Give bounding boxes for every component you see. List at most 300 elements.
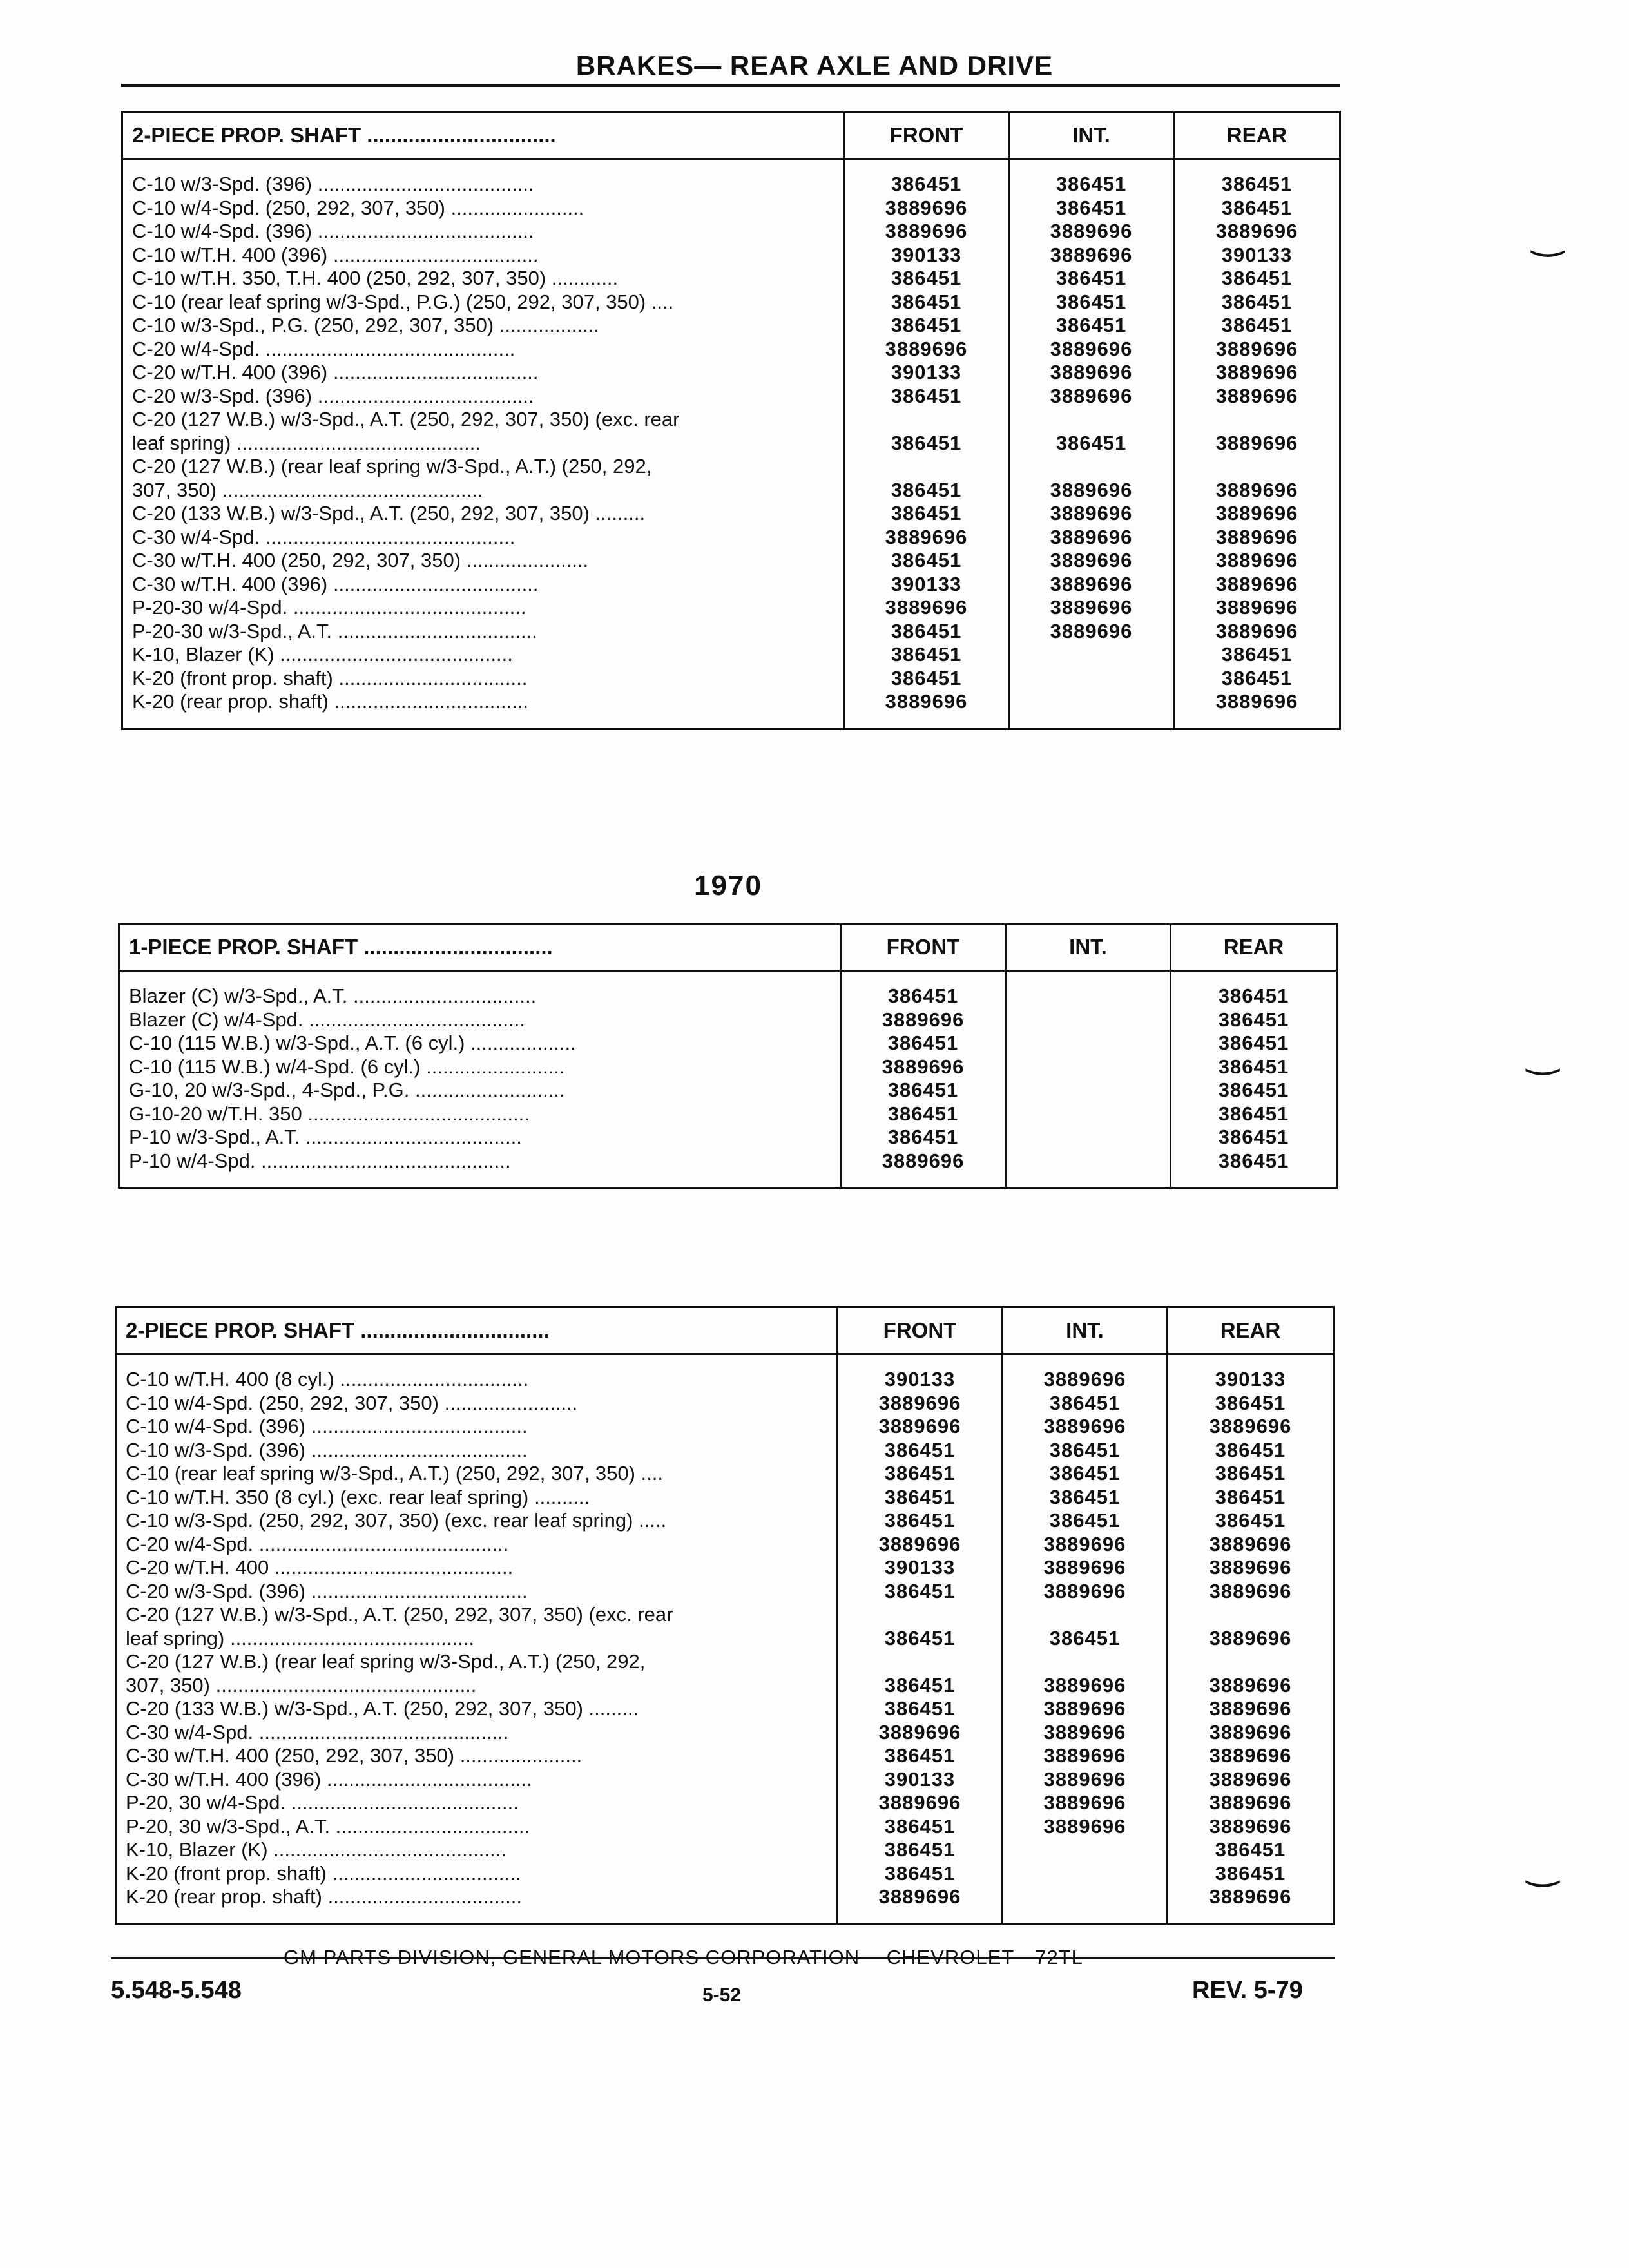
cell-front: 390133 — [838, 1354, 1003, 1392]
cell-application: C-10 w/T.H. 400 (8 cyl.) .................................. — [116, 1354, 838, 1392]
cell-int — [1009, 643, 1174, 667]
cell-front: 386451 — [844, 432, 1009, 456]
cell-front: 3889696 — [844, 220, 1009, 244]
cell-application: C-30 w/T.H. 400 (396) ..................................... — [116, 1768, 838, 1792]
cell-application: C-20 (127 W.B.) w/3-Spd., A.T. (250, 292, 307, 350) (exc. rear — [122, 408, 844, 432]
cell-application: C-30 w/T.H. 400 (250, 292, 307, 350) ...................... — [116, 1744, 838, 1768]
cell-application: C-10 w/T.H. 350 (8 cyl.) (exc. rear leaf spring) .......... — [116, 1486, 838, 1510]
table-row — [116, 1603, 1334, 1627]
table-row — [119, 1032, 1337, 1055]
cell-int: 3889696 — [1003, 1580, 1168, 1604]
cell-int: 3889696 — [1003, 1674, 1168, 1698]
cell-int: 3889696 — [1009, 244, 1174, 267]
cell-rear: 386451 — [1171, 1149, 1337, 1188]
cell-application: C-20 w/4-Spd. ............................................. — [116, 1533, 838, 1557]
table-row — [119, 1079, 1337, 1102]
cell-application: P-20, 30 w/4-Spd. ......................................... — [116, 1791, 838, 1815]
cell-rear: 386451 — [1171, 1032, 1337, 1055]
table-row — [122, 314, 1340, 338]
cell-rear: 3889696 — [1174, 549, 1340, 573]
cell-int: 3889696 — [1009, 220, 1174, 244]
table-2-piece-prop-shaft-b — [115, 1306, 1333, 1925]
cell-application: C-10 (rear leaf spring w/3-Spd., A.T.) (250, 292, 307, 350) .... — [116, 1462, 838, 1486]
cell-int — [1003, 1650, 1168, 1674]
table-row — [116, 1627, 1334, 1651]
table-row — [116, 1650, 1334, 1674]
cell-front: 386451 — [844, 314, 1009, 338]
cell-application: C-20 w/T.H. 400 ........................................... — [116, 1556, 838, 1580]
table-row — [122, 267, 1340, 291]
cell-int: 3889696 — [1009, 385, 1174, 408]
cell-front: 3889696 — [841, 1149, 1006, 1188]
cell-rear — [1174, 455, 1340, 479]
table-header — [119, 924, 1337, 971]
cell-rear: 3889696 — [1174, 220, 1340, 244]
table-2-piece-prop-shaft-a — [121, 111, 1339, 730]
cell-rear: 386451 — [1171, 1008, 1337, 1032]
cell-application: K-10, Blazer (K) .......................................... — [122, 643, 844, 667]
cell-rear: 3889696 — [1174, 385, 1340, 408]
table-row — [122, 197, 1340, 220]
cell-application: Blazer (C) w/4-Spd. ....................................... — [119, 1008, 841, 1032]
cell-int: 386451 — [1003, 1392, 1168, 1416]
cell-int: 3889696 — [1003, 1791, 1168, 1815]
cell-front: 3889696 — [844, 690, 1009, 729]
cell-int: 3889696 — [1003, 1354, 1168, 1392]
footer-section-number: 5.548-5.548 — [111, 1977, 242, 2004]
binder-mark: ‿ — [1532, 213, 1564, 256]
cell-application: leaf spring) ............................................ — [116, 1627, 838, 1651]
cell-front: 386451 — [838, 1838, 1003, 1862]
col-header-int: INT. — [1003, 1307, 1168, 1354]
cell-rear — [1168, 1603, 1334, 1627]
cell-application: P-10 w/4-Spd. ............................................. — [119, 1149, 841, 1188]
cell-front: 386451 — [841, 1079, 1006, 1102]
cell-rear: 386451 — [1171, 1126, 1337, 1149]
table-row — [119, 1126, 1337, 1149]
col-header-front: FRONT — [844, 112, 1009, 159]
cell-front: 3889696 — [841, 1008, 1006, 1032]
cell-front: 390133 — [844, 244, 1009, 267]
footer-revision: REV. 5-79 — [1192, 1977, 1303, 2004]
cell-rear: 3889696 — [1174, 479, 1340, 503]
cell-int — [1006, 1079, 1171, 1102]
col-header-application: 1-PIECE PROP. SHAFT ................................ — [119, 924, 841, 971]
cell-int: 386451 — [1009, 314, 1174, 338]
cell-front: 386451 — [844, 479, 1009, 503]
cell-int: 3889696 — [1009, 596, 1174, 620]
cell-rear: 3889696 — [1174, 361, 1340, 385]
cell-int: 3889696 — [1009, 526, 1174, 550]
cell-application: C-10 w/3-Spd. (396) ....................................... — [116, 1439, 838, 1463]
cell-application: G-10-20 w/T.H. 350 ........................................ — [119, 1102, 841, 1126]
cell-application: C-10 w/4-Spd. (250, 292, 307, 350) ........................ — [116, 1392, 838, 1416]
table-row — [116, 1556, 1334, 1580]
cell-application: C-20 (127 W.B.) (rear leaf spring w/3-Spd., A.T.) (250, 292, — [116, 1650, 838, 1674]
cell-int: 3889696 — [1009, 338, 1174, 361]
cell-int: 386451 — [1003, 1486, 1168, 1510]
cell-front: 3889696 — [838, 1392, 1003, 1416]
cell-application: Blazer (C) w/3-Spd., A.T. ................................. — [119, 971, 841, 1008]
cell-int: 386451 — [1009, 432, 1174, 456]
cell-application: C-20 w/3-Spd. (396) ....................................... — [122, 385, 844, 408]
cell-rear: 3889696 — [1174, 432, 1340, 456]
cell-application: K-20 (front prop. shaft) .................................. — [122, 667, 844, 691]
table-row — [116, 1486, 1334, 1510]
cell-int — [1009, 455, 1174, 479]
cell-application: C-30 w/4-Spd. ............................................. — [122, 526, 844, 550]
cell-rear: 386451 — [1174, 667, 1340, 691]
cell-front — [838, 1650, 1003, 1674]
cell-application: C-10 w/T.H. 400 (396) ..................................... — [122, 244, 844, 267]
table-row — [116, 1580, 1334, 1604]
table-row — [119, 971, 1337, 1008]
table-row — [122, 338, 1340, 361]
cell-rear: 3889696 — [1174, 573, 1340, 597]
cell-int: 3889696 — [1003, 1744, 1168, 1768]
cell-int — [1009, 667, 1174, 691]
cell-front: 386451 — [838, 1627, 1003, 1651]
table-row — [119, 1008, 1337, 1032]
cell-int: 386451 — [1009, 197, 1174, 220]
cell-rear: 386451 — [1168, 1439, 1334, 1463]
table-row — [116, 1885, 1334, 1924]
cell-application: K-20 (rear prop. shaft) ................................... — [122, 690, 844, 729]
year-heading: 1970 — [694, 870, 762, 901]
cell-application: K-20 (front prop. shaft) .................................. — [116, 1862, 838, 1886]
cell-front: 3889696 — [844, 526, 1009, 550]
table-row — [116, 1392, 1334, 1416]
cell-rear: 3889696 — [1168, 1744, 1334, 1768]
cell-int: 3889696 — [1003, 1533, 1168, 1557]
cell-application: K-10, Blazer (K) .......................................... — [116, 1838, 838, 1862]
cell-int: 386451 — [1003, 1439, 1168, 1463]
cell-application: C-30 w/T.H. 400 (250, 292, 307, 350) ...................... — [122, 549, 844, 573]
cell-rear — [1168, 1650, 1334, 1674]
parts-table — [118, 923, 1338, 1189]
cell-int: 3889696 — [1003, 1815, 1168, 1839]
cell-front: 386451 — [838, 1439, 1003, 1463]
cell-int — [1003, 1838, 1168, 1862]
cell-rear: 386451 — [1171, 1055, 1337, 1079]
cell-int: 3889696 — [1009, 502, 1174, 526]
cell-front: 386451 — [844, 667, 1009, 691]
table-row — [116, 1697, 1334, 1721]
cell-rear: 3889696 — [1174, 690, 1340, 729]
cell-int — [1003, 1862, 1168, 1886]
cell-front: 386451 — [838, 1462, 1003, 1486]
cell-int: 386451 — [1009, 159, 1174, 197]
table-row — [122, 385, 1340, 408]
cell-int: 386451 — [1009, 267, 1174, 291]
table-row — [122, 643, 1340, 667]
cell-int: 386451 — [1003, 1462, 1168, 1486]
cell-front: 3889696 — [844, 596, 1009, 620]
cell-int: 3889696 — [1009, 549, 1174, 573]
cell-front: 3889696 — [838, 1885, 1003, 1924]
cell-int: 3889696 — [1009, 620, 1174, 644]
cell-application: C-30 w/4-Spd. ............................................. — [116, 1721, 838, 1745]
cell-front: 386451 — [841, 1032, 1006, 1055]
cell-rear: 386451 — [1171, 971, 1337, 1008]
cell-int — [1003, 1603, 1168, 1627]
cell-rear: 3889696 — [1174, 620, 1340, 644]
cell-application: C-20 (127 W.B.) (rear leaf spring w/3-Spd., A.T.) (250, 292, — [122, 455, 844, 479]
cell-application: C-20 (133 W.B.) w/3-Spd., A.T. (250, 292, 307, 350) ......... — [122, 502, 844, 526]
cell-int — [1006, 1032, 1171, 1055]
cell-rear — [1174, 408, 1340, 432]
cell-application: C-10 (rear leaf spring w/3-Spd., P.G.) (250, 292, 307, 350) .... — [122, 291, 844, 314]
cell-rear: 386451 — [1171, 1079, 1337, 1102]
cell-rear: 386451 — [1168, 1862, 1334, 1886]
cell-front: 3889696 — [838, 1533, 1003, 1557]
cell-application: C-10 w/3-Spd., P.G. (250, 292, 307, 350) .................. — [122, 314, 844, 338]
table-row — [122, 690, 1340, 729]
cell-application: 307, 350) ............................................... — [116, 1674, 838, 1698]
cell-application: P-20-30 w/3-Spd., A.T. .................................... — [122, 620, 844, 644]
cell-front: 3889696 — [838, 1415, 1003, 1439]
cell-rear: 3889696 — [1168, 1791, 1334, 1815]
cell-front: 386451 — [844, 643, 1009, 667]
cell-rear: 386451 — [1171, 1102, 1337, 1126]
cell-application: 307, 350) ............................................... — [122, 479, 844, 503]
cell-rear: 3889696 — [1168, 1768, 1334, 1792]
table-row — [116, 1533, 1334, 1557]
cell-front: 386451 — [841, 1102, 1006, 1126]
cell-int: 386451 — [1003, 1627, 1168, 1651]
table-row — [122, 361, 1340, 385]
col-header-front: FRONT — [841, 924, 1006, 971]
table-row — [122, 596, 1340, 620]
cell-rear: 3889696 — [1168, 1533, 1334, 1557]
cell-application: K-20 (rear prop. shaft) ................................... — [116, 1885, 838, 1924]
table-row — [116, 1721, 1334, 1745]
table-header — [122, 112, 1340, 159]
cell-application: C-20 w/3-Spd. (396) ....................................... — [116, 1580, 838, 1604]
cell-rear: 3889696 — [1168, 1885, 1334, 1924]
footer-corporation: GM PARTS DIVISION, GENERAL MOTORS CORPORATION —CHEVROLET—72TL — [284, 1946, 1083, 1968]
cell-front: 390133 — [844, 573, 1009, 597]
cell-rear: 390133 — [1168, 1354, 1334, 1392]
cell-int — [1006, 1008, 1171, 1032]
cell-application: C-10 (115 W.B.) w/3-Spd., A.T. (6 cyl.) ................... — [119, 1032, 841, 1055]
cell-front: 386451 — [838, 1486, 1003, 1510]
cell-rear: 386451 — [1168, 1509, 1334, 1533]
cell-rear: 386451 — [1168, 1838, 1334, 1862]
cell-application: C-20 w/T.H. 400 (396) ..................................... — [122, 361, 844, 385]
table-row — [122, 408, 1340, 432]
cell-rear: 3889696 — [1168, 1697, 1334, 1721]
table-row — [116, 1862, 1334, 1886]
table-1-piece-prop-shaft-1970 — [118, 923, 1336, 1189]
parts-table — [115, 1306, 1335, 1925]
cell-int: 3889696 — [1003, 1556, 1168, 1580]
cell-rear: 390133 — [1174, 244, 1340, 267]
cell-application: C-10 w/4-Spd. (396) ....................................... — [116, 1415, 838, 1439]
cell-front: 3889696 — [838, 1721, 1003, 1745]
cell-rear: 3889696 — [1168, 1556, 1334, 1580]
cell-rear: 3889696 — [1168, 1415, 1334, 1439]
cell-front: 386451 — [844, 159, 1009, 197]
cell-front: 386451 — [838, 1815, 1003, 1839]
table-row — [122, 244, 1340, 267]
cell-application: P-20-30 w/4-Spd. .......................................... — [122, 596, 844, 620]
cell-application: C-10 w/4-Spd. (250, 292, 307, 350) ........................ — [122, 197, 844, 220]
cell-rear: 386451 — [1174, 197, 1340, 220]
table-row — [116, 1815, 1334, 1839]
cell-rear: 3889696 — [1174, 502, 1340, 526]
cell-int — [1003, 1885, 1168, 1924]
cell-rear: 386451 — [1174, 159, 1340, 197]
cell-front: 386451 — [844, 502, 1009, 526]
table-header — [116, 1307, 1334, 1354]
cell-rear: 3889696 — [1174, 596, 1340, 620]
table-row — [122, 220, 1340, 244]
cell-rear: 3889696 — [1168, 1580, 1334, 1604]
cell-int: 3889696 — [1003, 1768, 1168, 1792]
cell-int: 3889696 — [1003, 1697, 1168, 1721]
col-header-int: INT. — [1006, 924, 1171, 971]
cell-front — [844, 408, 1009, 432]
cell-front: 3889696 — [841, 1055, 1006, 1079]
table-row — [119, 1102, 1337, 1126]
cell-rear: 3889696 — [1168, 1721, 1334, 1745]
table-row — [122, 620, 1340, 644]
cell-int — [1006, 1102, 1171, 1126]
table-row — [116, 1768, 1334, 1792]
cell-int — [1006, 1055, 1171, 1079]
table-row — [122, 291, 1340, 314]
title-rule — [121, 84, 1340, 87]
cell-front: 386451 — [844, 385, 1009, 408]
cell-front: 3889696 — [844, 338, 1009, 361]
cell-rear: 386451 — [1174, 314, 1340, 338]
cell-front: 386451 — [838, 1697, 1003, 1721]
col-header-rear: REAR — [1171, 924, 1337, 971]
table-row — [122, 573, 1340, 597]
cell-front: 3889696 — [844, 197, 1009, 220]
cell-application: C-10 w/T.H. 350, T.H. 400 (250, 292, 307, 350) ............ — [122, 267, 844, 291]
cell-front: 386451 — [844, 549, 1009, 573]
cell-rear: 3889696 — [1168, 1627, 1334, 1651]
table-row — [122, 667, 1340, 691]
cell-int: 3889696 — [1009, 479, 1174, 503]
table-row — [116, 1838, 1334, 1862]
cell-front: 386451 — [838, 1862, 1003, 1886]
binder-mark: ‿ — [1527, 1032, 1559, 1075]
table-row — [116, 1674, 1334, 1698]
cell-int: 3889696 — [1009, 361, 1174, 385]
cell-front: 386451 — [838, 1580, 1003, 1604]
table-row — [122, 526, 1340, 550]
cell-front: 390133 — [838, 1768, 1003, 1792]
cell-front: 386451 — [838, 1509, 1003, 1533]
cell-rear: 3889696 — [1168, 1815, 1334, 1839]
table-row — [122, 502, 1340, 526]
cell-front: 386451 — [838, 1674, 1003, 1698]
cell-rear: 386451 — [1174, 267, 1340, 291]
cell-application: C-10 w/3-Spd. (396) ....................................... — [122, 159, 844, 197]
cell-front — [838, 1603, 1003, 1627]
table-row — [116, 1439, 1334, 1463]
cell-int: 3889696 — [1003, 1721, 1168, 1745]
table-row — [119, 1149, 1337, 1188]
cell-application: leaf spring) ............................................ — [122, 432, 844, 456]
table-row — [119, 1055, 1337, 1079]
binder-mark: ‿ — [1527, 1843, 1559, 1887]
cell-front: 386451 — [841, 971, 1006, 1008]
cell-application: C-30 w/T.H. 400 (396) ..................................... — [122, 573, 844, 597]
cell-application: P-20, 30 w/3-Spd., A.T. ................................... — [116, 1815, 838, 1839]
col-header-front: FRONT — [838, 1307, 1003, 1354]
cell-application: C-10 w/3-Spd. (250, 292, 307, 350) (exc. rear leaf spring) ..... — [116, 1509, 838, 1533]
cell-int — [1006, 971, 1171, 1008]
table-row — [122, 432, 1340, 456]
cell-rear: 386451 — [1168, 1392, 1334, 1416]
cell-application: P-10 w/3-Spd., A.T. ....................................... — [119, 1126, 841, 1149]
table-row — [116, 1415, 1334, 1439]
cell-int: 3889696 — [1009, 573, 1174, 597]
cell-front: 386451 — [844, 267, 1009, 291]
cell-rear: 386451 — [1174, 643, 1340, 667]
cell-front: 3889696 — [838, 1791, 1003, 1815]
cell-front — [844, 455, 1009, 479]
cell-front: 386451 — [844, 620, 1009, 644]
cell-int: 3889696 — [1003, 1415, 1168, 1439]
cell-application: G-10, 20 w/3-Spd., 4-Spd., P.G. ........................... — [119, 1079, 841, 1102]
cell-int — [1006, 1149, 1171, 1188]
cell-rear: 3889696 — [1168, 1674, 1334, 1698]
cell-rear: 3889696 — [1174, 526, 1340, 550]
cell-rear: 386451 — [1174, 291, 1340, 314]
cell-int — [1009, 690, 1174, 729]
cell-int — [1006, 1126, 1171, 1149]
cell-application: C-10 w/4-Spd. (396) ....................................... — [122, 220, 844, 244]
cell-int — [1009, 408, 1174, 432]
col-header-application: 2-PIECE PROP. SHAFT ................................ — [116, 1307, 838, 1354]
cell-front: 390133 — [844, 361, 1009, 385]
page-title: BRAKES— REAR AXLE AND DRIVE — [575, 50, 1054, 81]
col-header-rear: REAR — [1174, 112, 1340, 159]
cell-application: C-20 (127 W.B.) w/3-Spd., A.T. (250, 292, 307, 350) (exc. rear — [116, 1603, 838, 1627]
cell-front: 390133 — [838, 1556, 1003, 1580]
footer-page-number: 5-52 — [702, 1984, 742, 2006]
cell-front: 386451 — [844, 291, 1009, 314]
table-row — [116, 1462, 1334, 1486]
table-row — [116, 1354, 1334, 1392]
table-row — [116, 1509, 1334, 1533]
table-row — [122, 479, 1340, 503]
col-header-int: INT. — [1009, 112, 1174, 159]
cell-int: 386451 — [1009, 291, 1174, 314]
table-row — [122, 159, 1340, 197]
cell-rear: 386451 — [1168, 1462, 1334, 1486]
cell-application: C-10 (115 W.B.) w/4-Spd. (6 cyl.) ......................... — [119, 1055, 841, 1079]
parts-table — [121, 111, 1341, 730]
cell-rear: 3889696 — [1174, 338, 1340, 361]
table-row — [116, 1744, 1334, 1768]
cell-front: 386451 — [841, 1126, 1006, 1149]
col-header-application: 2-PIECE PROP. SHAFT ................................ — [122, 112, 844, 159]
table-row — [122, 549, 1340, 573]
cell-front: 386451 — [838, 1744, 1003, 1768]
table-row — [116, 1791, 1334, 1815]
cell-application: C-20 w/4-Spd. ............................................. — [122, 338, 844, 361]
table-row — [122, 455, 1340, 479]
col-header-rear: REAR — [1168, 1307, 1334, 1354]
cell-application: C-20 (133 W.B.) w/3-Spd., A.T. (250, 292, 307, 350) ......... — [116, 1697, 838, 1721]
cell-int: 386451 — [1003, 1509, 1168, 1533]
